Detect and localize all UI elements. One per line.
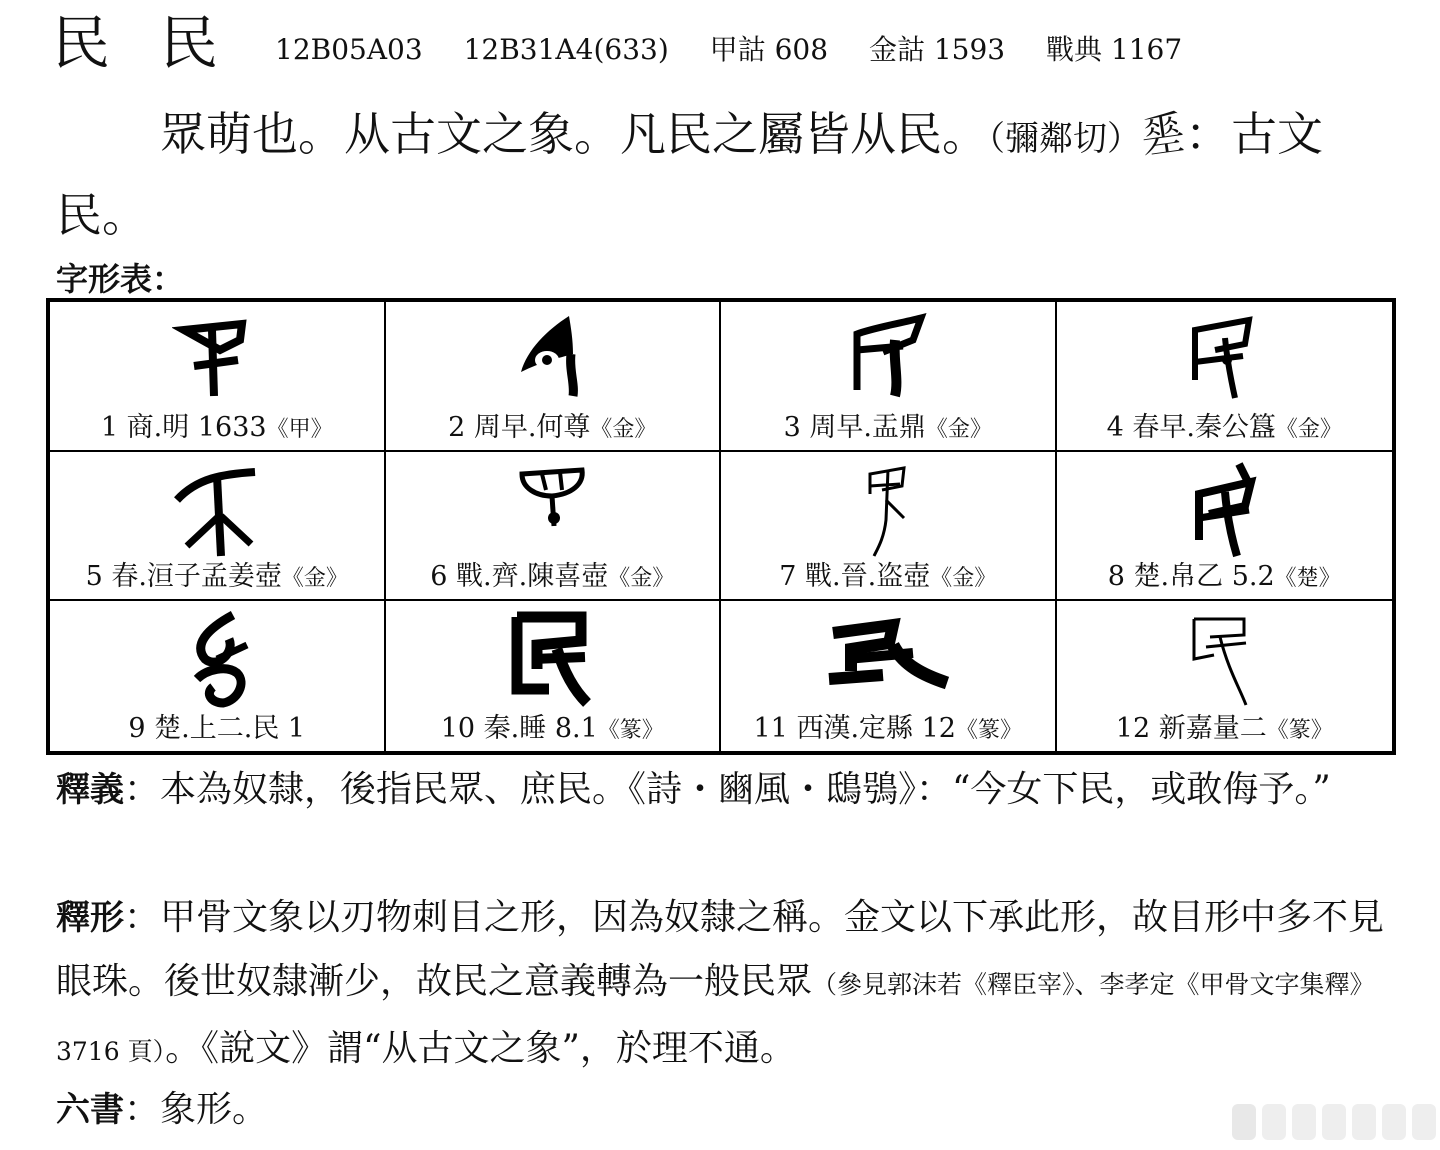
code-1: 12B05A03	[275, 33, 423, 66]
liushu-label: 六書	[56, 1090, 124, 1130]
caption-source: 《篆》	[1266, 718, 1333, 743]
glyph-caption	[1057, 405, 1393, 444]
glyph-bronze-icon	[1179, 310, 1269, 400]
glyph-cell	[50, 302, 386, 452]
meaning-section	[56, 758, 1396, 822]
caption-text: 10 秦.睡 8.1	[440, 713, 598, 744]
head-glyph-seal: 民	[160, 9, 219, 77]
caption-source: 《金》	[590, 416, 657, 442]
glyph-seal-icon	[507, 609, 597, 709]
caption-source: 《金》	[608, 566, 675, 592]
caption-source: 《篆》	[955, 718, 1022, 743]
caption-text: 3 周早.盂鼎	[783, 411, 926, 443]
caption-source: 《金》	[930, 566, 997, 592]
glyph-seal-icon	[823, 609, 953, 699]
scroll-segment[interactable]	[1322, 1104, 1346, 1140]
caption-source: 《金》	[925, 416, 992, 442]
caption-source: 《金》	[1275, 416, 1342, 442]
glyph-cell	[721, 601, 1057, 751]
glyph-caption	[721, 405, 1055, 444]
glyph-caption	[50, 706, 384, 745]
caption-text: 5 春.洹子孟姜壺	[85, 561, 282, 593]
liushu-section	[56, 1078, 1396, 1142]
glyph-cell	[1057, 302, 1393, 452]
caption-text: 11 西漢.定縣 12	[753, 713, 956, 744]
scroll-segment[interactable]	[1382, 1104, 1406, 1140]
shuowen-continuation: ：古文民。	[56, 107, 1323, 242]
glyph-cell	[386, 302, 722, 452]
glyph-caption	[50, 405, 384, 444]
glyph-cell	[721, 452, 1057, 602]
glyph-cell	[50, 452, 386, 602]
glyph-caption	[721, 706, 1055, 745]
form-text-conclusion: 。《說文》謂“从古文之象”，於理不通。	[165, 1028, 796, 1069]
caption-source: 《金》	[281, 566, 348, 592]
glyph-caption	[50, 554, 384, 593]
glyph-cell	[721, 302, 1057, 452]
glyph-caption	[1057, 706, 1393, 745]
form-text: ：甲骨文象以刃物刺目之形，因為奴隸之稱。金文以下承此形，故目形中多不見眼珠。後世奴隸漸少，故民之意義轉為一般民眾	[56, 897, 1385, 1002]
caption-source: 《篆》	[597, 718, 664, 743]
code-2: 12B31A4(633)	[463, 33, 669, 66]
scroll-segment[interactable]	[1352, 1104, 1376, 1140]
glyph-caption	[386, 405, 720, 444]
form-label: 釋形	[56, 898, 124, 938]
caption-text: 4 春早.秦公簋	[1106, 411, 1276, 443]
scroll-segment[interactable]	[1292, 1104, 1316, 1140]
scroll-segment[interactable]	[1232, 1104, 1256, 1140]
glyph-chu-icon	[177, 609, 257, 709]
code-jiagu: 甲詁 608	[709, 33, 829, 66]
scroll-segment[interactable]	[1262, 1104, 1286, 1140]
glyph-cell	[386, 601, 722, 751]
scroll-segment[interactable]	[1412, 1104, 1436, 1140]
ancient-form-glyph: 𢀩	[1137, 107, 1189, 164]
caption-text: 7 戰.晉.盗壺	[779, 561, 931, 593]
code-jingu: 金詁 1593	[868, 33, 1006, 66]
glyph-bronze-icon	[512, 460, 592, 540]
caption-text: 8 楚.帛乙 5.2	[1107, 561, 1275, 593]
head-glyph-modern: 民	[52, 9, 111, 77]
glyph-table	[46, 298, 1396, 755]
glyph-cell	[386, 452, 722, 602]
caption-text: 9 楚.上二.民 1	[128, 713, 306, 744]
glyph-caption	[386, 554, 720, 593]
caption-text: 12 新嘉量二	[1115, 713, 1267, 744]
liushu-text: ：象形。	[124, 1089, 269, 1130]
glyph-cell	[1057, 601, 1393, 751]
caption-text: 1 商.明 1633	[100, 411, 267, 443]
caption-source: 《甲》	[266, 416, 333, 442]
reference-codes	[275, 28, 1214, 68]
glyph-oracle-icon	[172, 310, 262, 400]
meaning-label: 釋義	[56, 770, 124, 810]
glyph-cell	[50, 601, 386, 751]
glyph-bronze-icon	[843, 310, 933, 400]
glyph-bronze-icon	[167, 460, 267, 560]
code-zhandian: 戰典 1167	[1046, 33, 1183, 66]
caption-text: 2 周早.何尊	[448, 411, 591, 443]
glyph-caption	[721, 554, 1055, 593]
shuowen-text: 眾萌也。从古文之象。凡民之屬皆从民。	[160, 107, 988, 161]
shuowen-fanqie: （彌鄰切）	[988, 119, 1141, 159]
glyph-bronze-icon	[507, 310, 597, 400]
glyph-bronze-icon	[848, 460, 928, 560]
page-scroll-control[interactable]	[1232, 1104, 1436, 1140]
glyph-seal-icon	[1184, 609, 1264, 709]
form-section	[56, 886, 1396, 1084]
glyph-caption	[386, 706, 720, 745]
caption-text: 6 戰.齊.陳喜壺	[430, 561, 609, 593]
caption-source: 《楚》	[1274, 566, 1341, 592]
glyph-cell	[1057, 452, 1393, 602]
glyph-caption	[1057, 554, 1393, 593]
meaning-text: ：本為奴隸，後指民眾、庶民。《詩・豳風・鴟鴞》：“今女下民，或敢侮予。”	[124, 769, 1331, 810]
form-reference-note: （參見郭沫若《釋臣宰》、李孝定《甲骨文字集釋》3716 頁）	[56, 970, 1375, 1066]
glyph-bronze-icon	[1179, 460, 1269, 560]
shuowen-entry	[56, 96, 1396, 253]
glyph-table-label: 字形表：	[56, 260, 185, 298]
